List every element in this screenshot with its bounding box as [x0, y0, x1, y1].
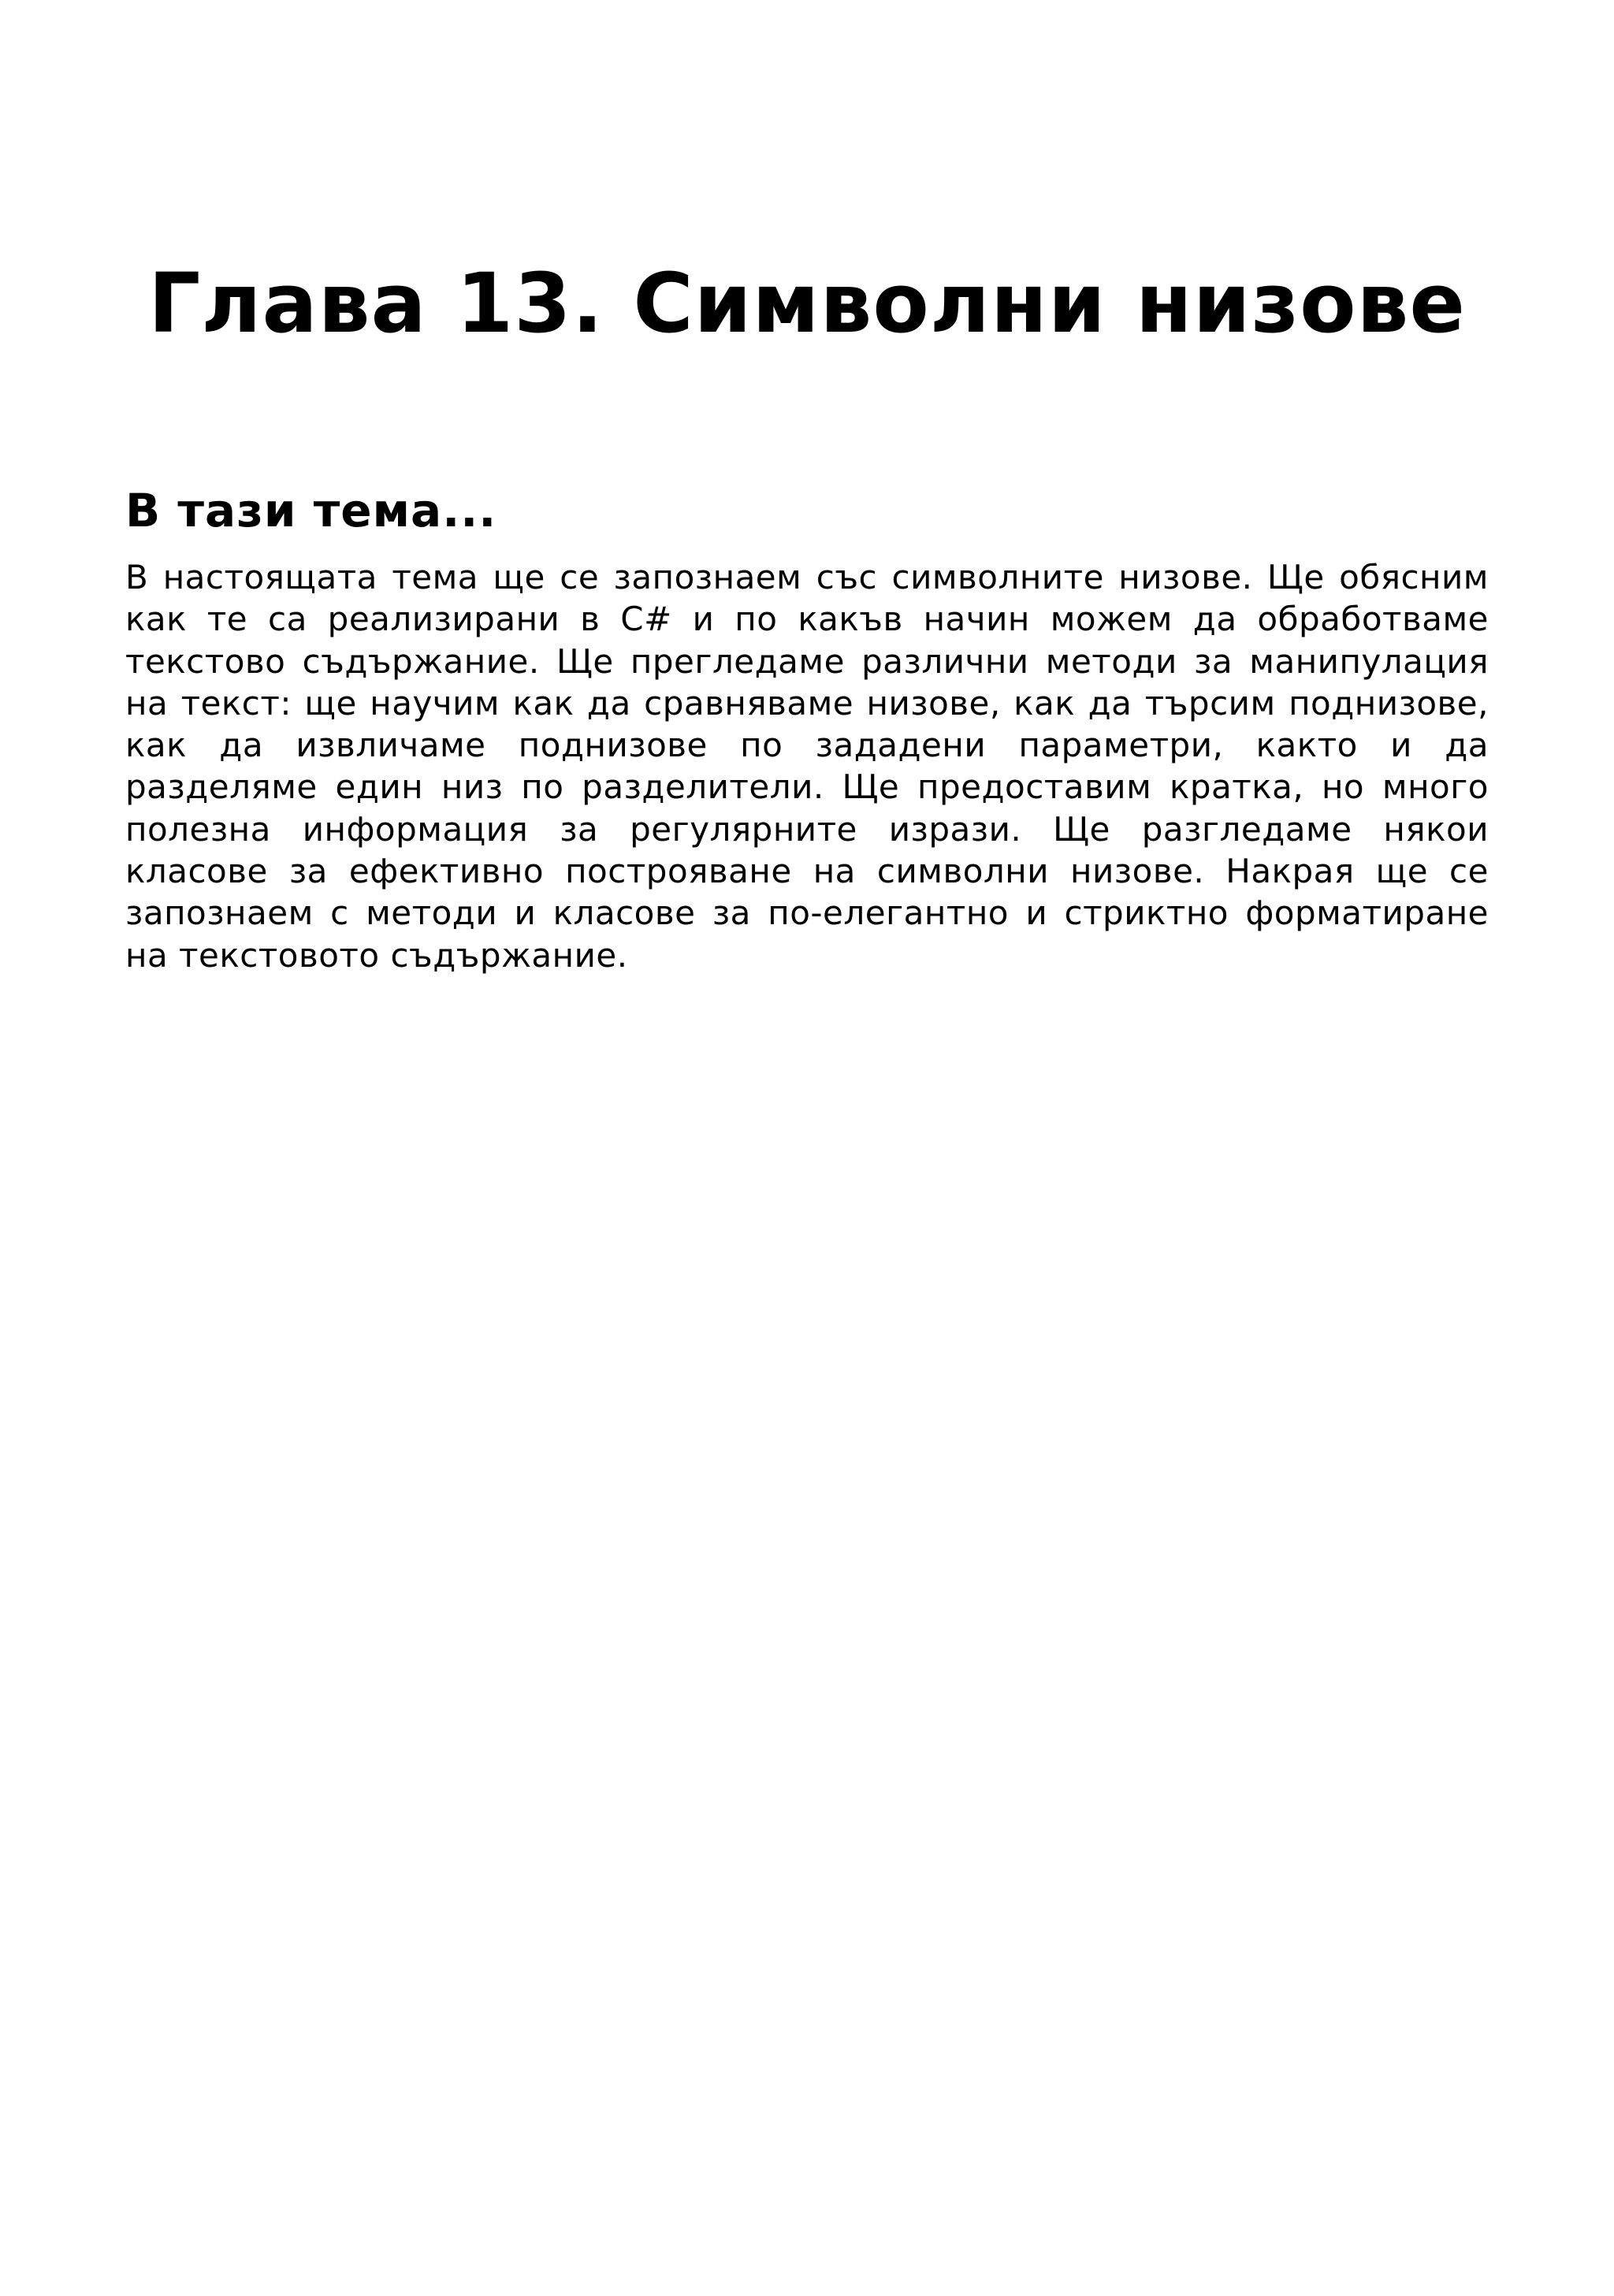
section-paragraph: В настоящата тема ще се запознаем със символните низове. Ще обясним как те са реализирани в C# и по какъв начин можем да обработваме текстово съдържание. Ще прегледаме различни методи за манипулация на текст: ще научим как да сравняваме низове, как да търсим поднизове, как да извличаме поднизове по зададени параметри, както и да разделяме един низ по разделители. Ще предоставим кратка, но много полезна информация за регулярните изрази. Ще разгледаме някои класове за ефективно построяване на символни низове. Накрая ще се запознаем с методи и класове за по-елегантно и стриктно форматиране на текстовото съдържание.	[125, 558, 1489, 975]
section-heading: В тази тема...	[125, 484, 497, 537]
chapter-title: Глава 13. Символни низове	[148, 255, 1466, 351]
intro-section	[125, 479, 1489, 976]
